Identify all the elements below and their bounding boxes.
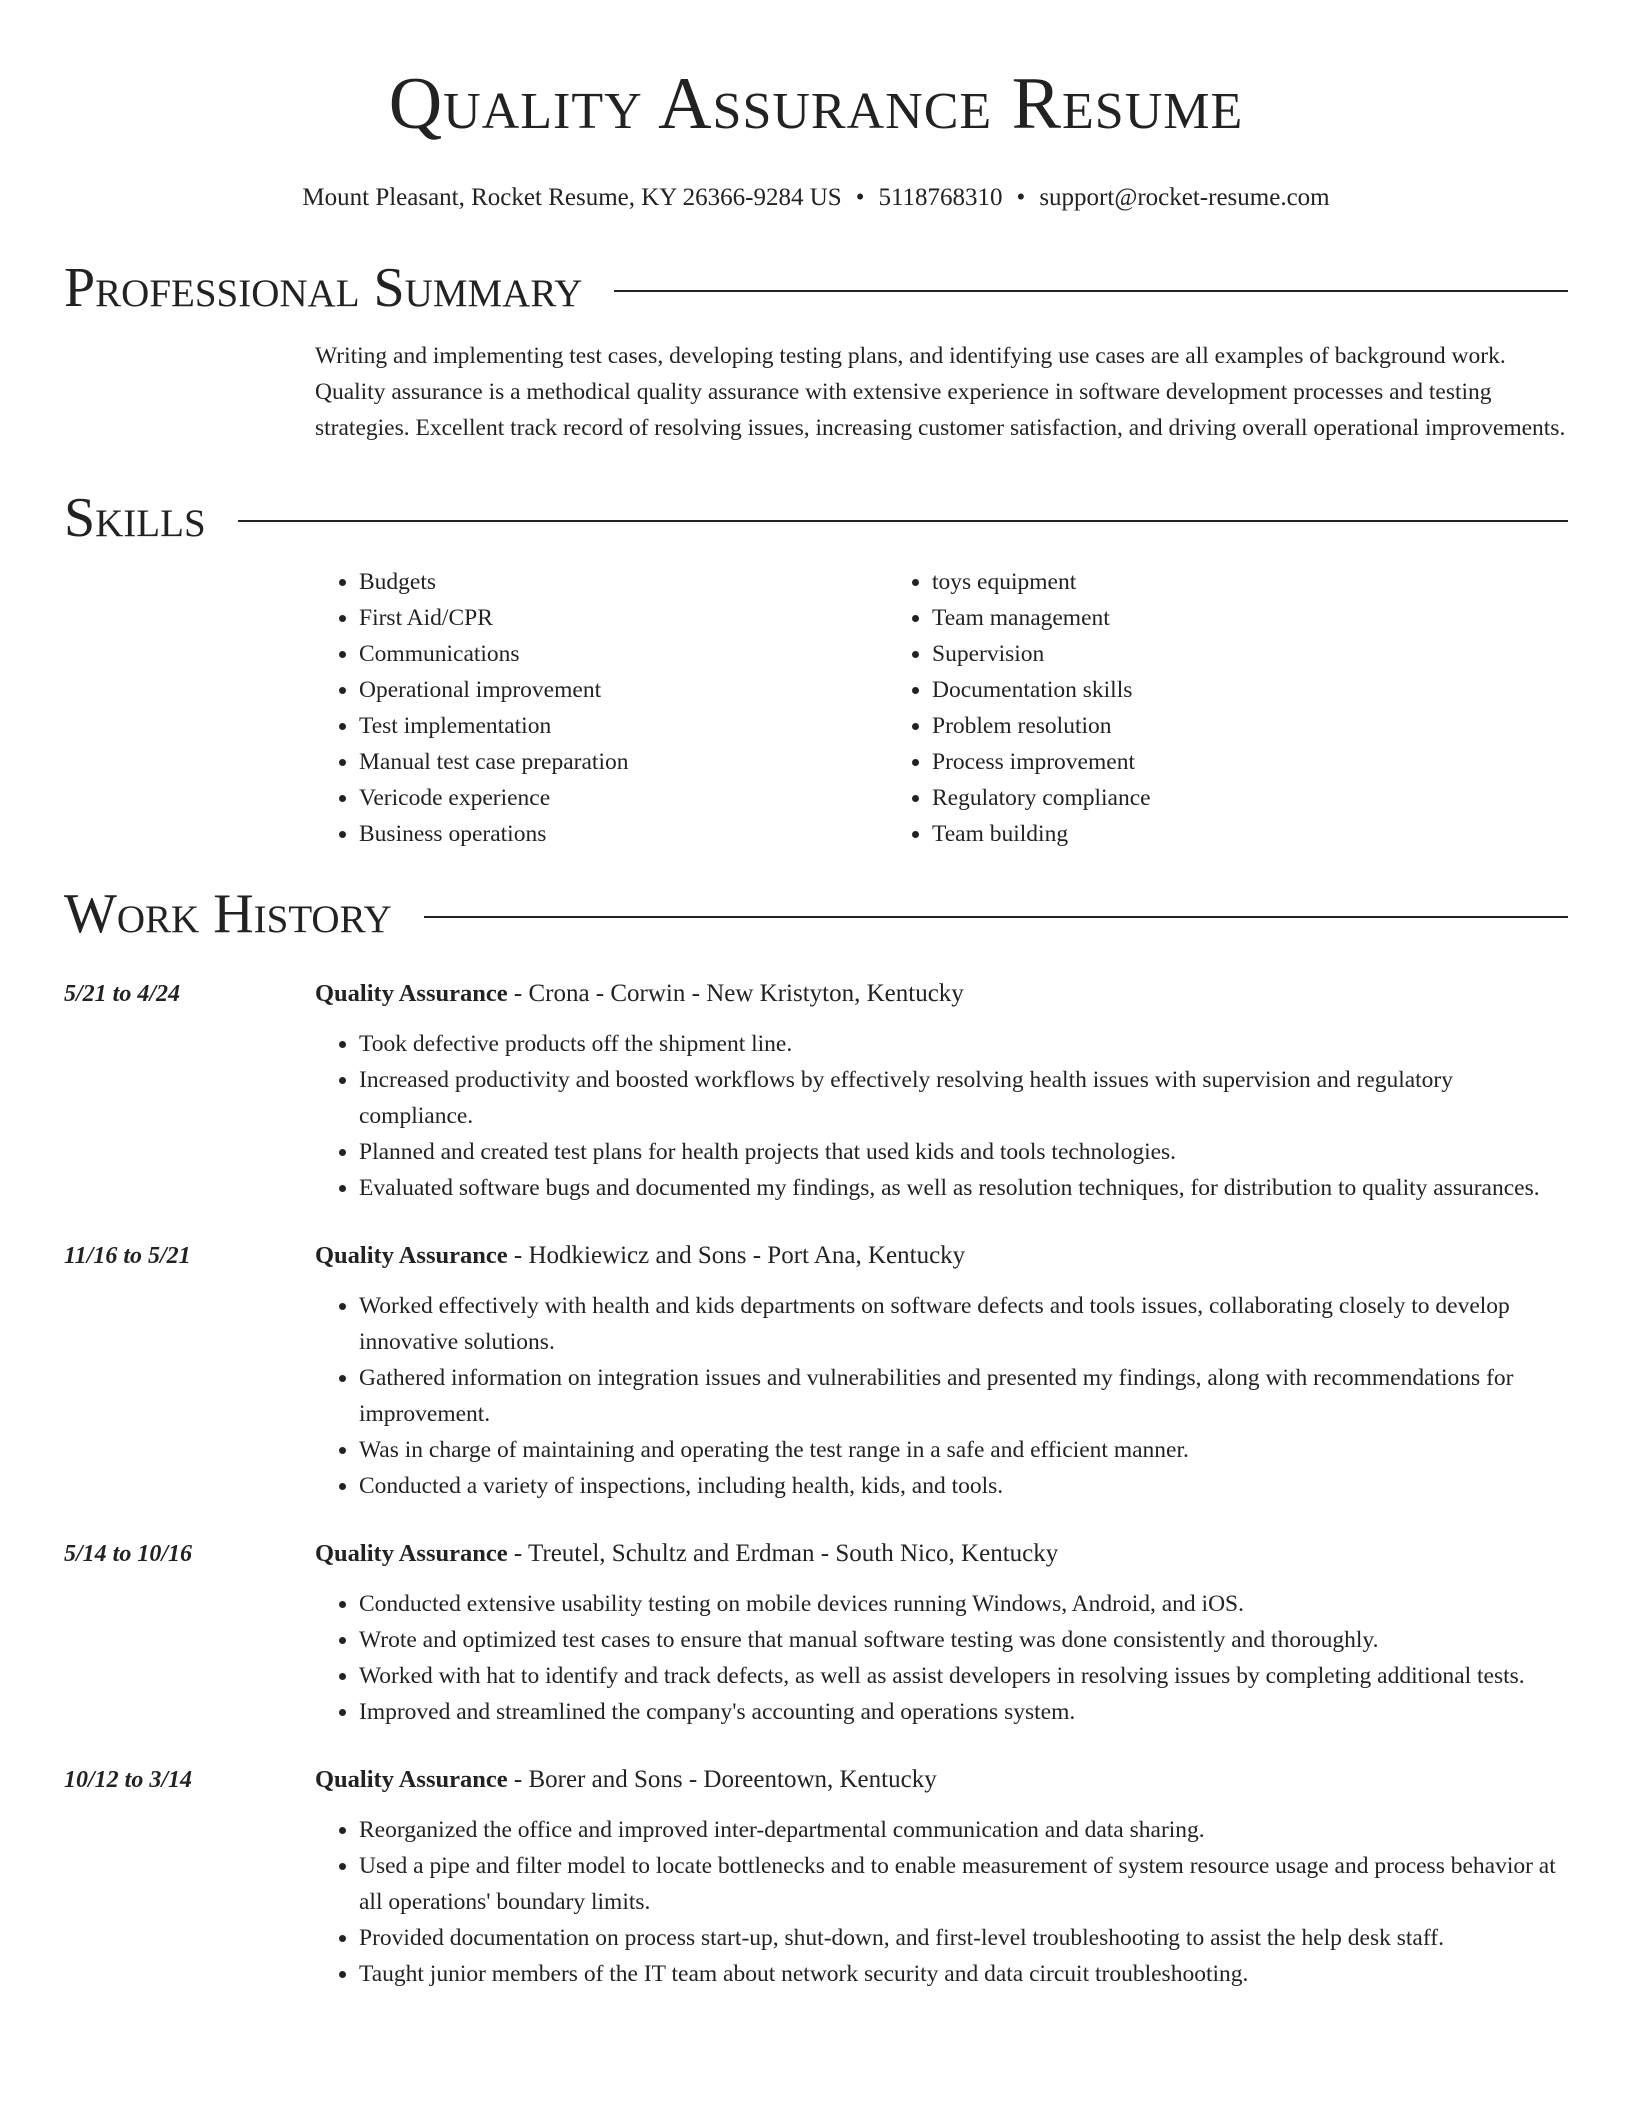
section-divider bbox=[614, 290, 1568, 292]
work-heading: Work History bbox=[64, 883, 392, 945]
job-title-line bbox=[315, 1238, 965, 1274]
skill-item: • Business operations bbox=[359, 816, 888, 852]
job-title-line bbox=[315, 976, 964, 1012]
job-dates: 10/12 to 3/14 bbox=[64, 1767, 193, 1793]
job-bullet: • Evaluated software bugs and documented my findings, as well as resolution techniques, for distribution to quality assurances. bbox=[359, 1170, 1568, 1206]
skill-item: • toys equipment bbox=[932, 564, 1151, 600]
skill-item: • Team management bbox=[932, 600, 1151, 636]
job-bullet: • Reorganized the office and improved inter-departmental communication and data sharing. bbox=[359, 1812, 1568, 1848]
contact-separator: • bbox=[1016, 184, 1026, 211]
contact-phone: 5118768310 bbox=[878, 184, 1003, 211]
job-bullet: • Took defective products off the shipment line. bbox=[359, 1026, 1568, 1062]
skill-item: • Process improvement bbox=[932, 744, 1151, 780]
job-header bbox=[64, 1238, 1568, 1274]
job-bullets bbox=[315, 1288, 1568, 1504]
job-entry bbox=[64, 1762, 1568, 1992]
job-title: Quality Assurance bbox=[315, 980, 508, 1007]
job-bullet: • Increased productivity and boosted workflows by effectively resolving health issues with supervision and regulatory compliance. bbox=[359, 1062, 1568, 1134]
work-section-header bbox=[64, 882, 1568, 946]
job-dates: 5/14 to 10/16 bbox=[64, 1541, 193, 1567]
job-title: Quality Assurance bbox=[315, 1766, 508, 1793]
job-header bbox=[64, 1536, 1568, 1572]
resume-title: Quality Assurance Resume bbox=[388, 63, 1244, 145]
job-dates: 11/16 to 5/21 bbox=[64, 1243, 191, 1269]
job-employer: - Crona - Corwin - New Kristyton, Kentucky bbox=[507, 980, 964, 1007]
contact-address: Mount Pleasant, Rocket Resume, KY 26366-9284 US bbox=[302, 184, 842, 211]
job-bullet: • Conducted extensive usability testing on mobile devices running Windows, Android, and iOS. bbox=[359, 1586, 1568, 1622]
section-divider bbox=[424, 916, 1568, 918]
job-bullets bbox=[315, 1586, 1568, 1730]
summary-text: Writing and implementing test cases, developing testing plans, and identifying use cases are all examples of background work. Quality assurance is a methodical quality assurance with extensive experience in software development processes and testing strategies. Excellent track record of resolving issues, increasing customer satisfaction, and driving overall operational improvements. bbox=[315, 343, 1566, 441]
skill-item: • Documentation skills bbox=[932, 672, 1151, 708]
job-bullet: • Improved and streamlined the company's accounting and operations system. bbox=[359, 1694, 1568, 1730]
skills-list bbox=[315, 564, 1568, 852]
job-bullet: • Taught junior members of the IT team about network security and data circuit troubleshooting. bbox=[359, 1956, 1568, 1992]
skill-item: • Operational improvement bbox=[359, 672, 888, 708]
job-bullets bbox=[315, 1026, 1568, 1206]
job-title: Quality Assurance bbox=[315, 1540, 508, 1567]
summary-section-header bbox=[64, 256, 1568, 320]
skill-item: • Communications bbox=[359, 636, 888, 672]
skills-column-2 bbox=[888, 564, 1151, 852]
section-divider bbox=[238, 520, 1568, 522]
job-employer: - Hodkiewicz and Sons - Port Ana, Kentucky bbox=[507, 1242, 966, 1269]
job-bullet: • Wrote and optimized test cases to ensure that manual software testing was done consistently and thoroughly. bbox=[359, 1622, 1568, 1658]
job-title-line bbox=[315, 1536, 1058, 1572]
skill-item: • Budgets bbox=[359, 564, 888, 600]
job-header bbox=[64, 976, 1568, 1012]
job-entry bbox=[64, 976, 1568, 1206]
job-header bbox=[64, 1762, 1568, 1798]
job-bullet: • Worked with hat to identify and track defects, as well as assist developers in resolving issues by completing additional tests. bbox=[359, 1658, 1568, 1694]
job-entry bbox=[64, 1238, 1568, 1504]
summary-heading: Professional Summary bbox=[64, 257, 583, 319]
job-employer: - Borer and Sons - Doreentown, Kentucky bbox=[507, 1766, 937, 1793]
job-bullet: • Conducted a variety of inspections, including health, kids, and tools. bbox=[359, 1468, 1568, 1504]
job-title: Quality Assurance bbox=[315, 1242, 508, 1269]
contact-separator: • bbox=[855, 184, 865, 211]
skill-item: • Vericode experience bbox=[359, 780, 888, 816]
skills-column-1 bbox=[315, 564, 888, 852]
skill-item: • Team building bbox=[932, 816, 1151, 852]
job-bullet: • Worked effectively with health and kids departments on software defects and tools issues, collaborating closely to develop innovative solutions. bbox=[359, 1288, 1568, 1360]
job-bullet: • Gathered information on integration issues and vulnerabilities and presented my findings, along with recommendations for improvement. bbox=[359, 1360, 1568, 1432]
job-employer: - Treutel, Schultz and Erdman - South Nico, Kentucky bbox=[507, 1540, 1059, 1567]
job-entry bbox=[64, 1536, 1568, 1730]
skill-item: • Regulatory compliance bbox=[932, 780, 1151, 816]
job-bullet: • Planned and created test plans for health projects that used kids and tools technologies. bbox=[359, 1134, 1568, 1170]
job-dates: 5/21 to 4/24 bbox=[64, 981, 181, 1007]
contact-line bbox=[64, 182, 1568, 214]
job-bullet: • Was in charge of maintaining and operating the test range in a safe and efficient manner. bbox=[359, 1432, 1568, 1468]
skill-item: • Supervision bbox=[932, 636, 1151, 672]
job-title-line bbox=[315, 1762, 937, 1798]
job-bullets bbox=[315, 1812, 1568, 1992]
skill-item: • Problem resolution bbox=[932, 708, 1151, 744]
skill-item: • First Aid/CPR bbox=[359, 600, 888, 636]
job-bullet: • Provided documentation on process start-up, shut-down, and first-level troubleshooting to assist the help desk staff. bbox=[359, 1920, 1568, 1956]
skills-heading: Skills bbox=[64, 487, 206, 549]
skill-item: • Manual test case preparation bbox=[359, 744, 888, 780]
skills-section-header bbox=[64, 486, 1568, 550]
contact-email: support@rocket-resume.com bbox=[1039, 184, 1330, 211]
job-bullet: • Used a pipe and filter model to locate bottlenecks and to enable measurement of system resource usage and process behavior at all operations' boundary limits. bbox=[359, 1848, 1568, 1920]
skill-item: • Test implementation bbox=[359, 708, 888, 744]
